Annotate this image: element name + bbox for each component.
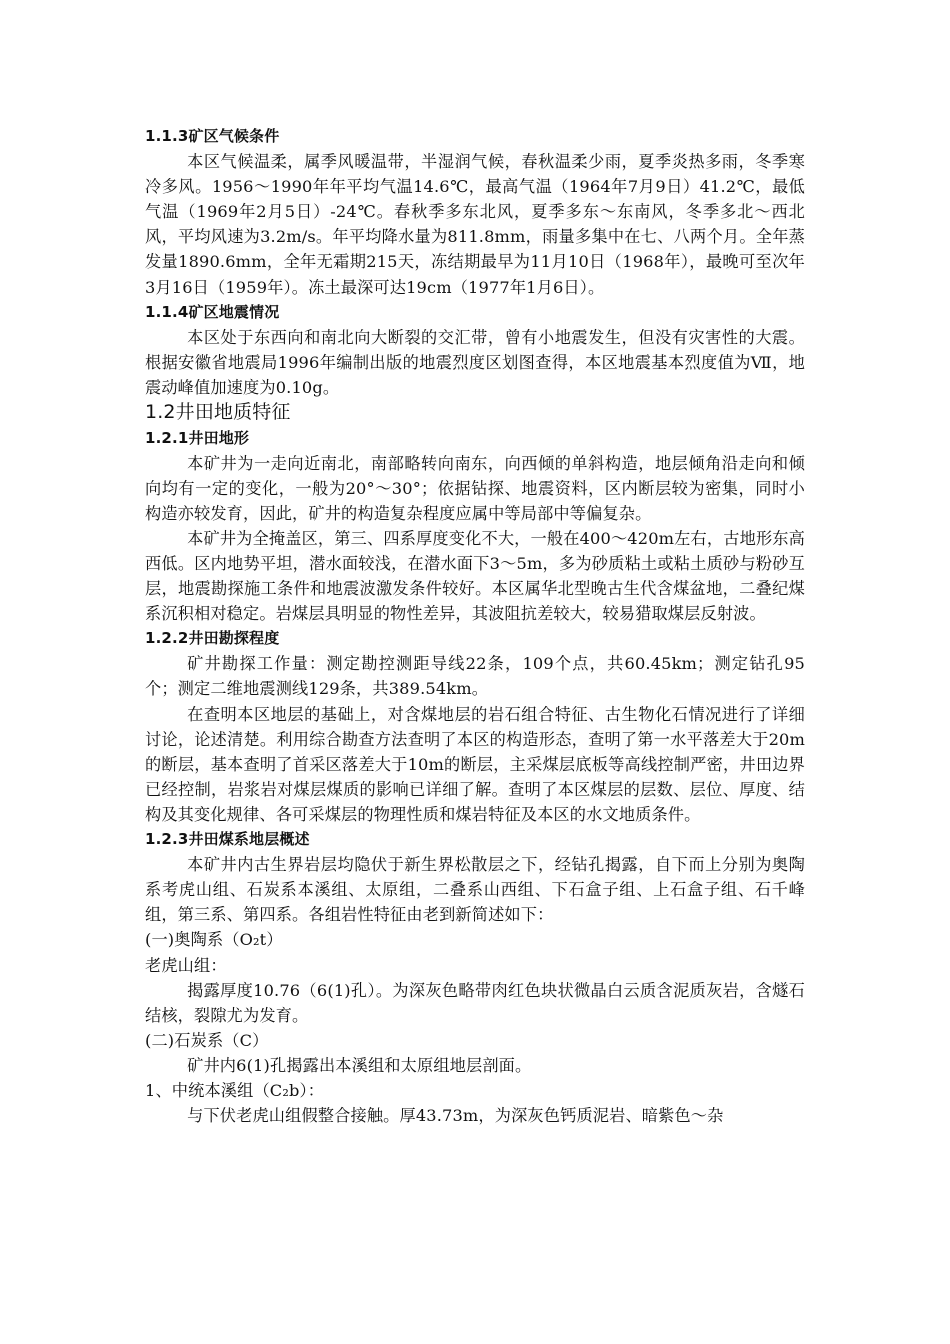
section-heading-1-2-1: 1.2.1井田地形: [145, 428, 250, 447]
paragraph-climate: 本区气候温柔，属季风暖温带，半湿润气候，春秋温柔少雨，夏季炎热多雨，冬季寒冷多风。1956～1990年年平均气温14.6℃，最高气温（1964年7月9日）41.2℃，最低气温（1969年2月5日）-24℃。春秋季多东北风，夏季多东～东南风，冬季多北～西北风，平均风速为3.2m/s。年平均降水量为811.8mm，雨量多集中在七、八两个月。全年蒸发量1890.6mm，全年无霜期215天，冻结期最早为11月10日（1968年），最晚可至次年3月16日（1959年）。冻土最深可达19cm（1977年1月6日）。: [145, 152, 805, 297]
paragraph-survey-results: 在查明本区地层的基础上，对含煤地层的岩石组合特征、古生物化石情况进行了详细讨论，论述清楚。利用综合勘查方法查明了本区的构造形态，查明了第一水平落差大于20m的断层，基本查明了首采区落差大于10m的断层，主采煤层底板等高线控制严密，井田边界已经控制，岩浆岩对煤层煤质的影响已详细了解。查明了本区煤层的层数、层位、厚度、结构及其变化规律、各可采煤层的物理性质和煤岩特征及本区的水文地质条件。: [145, 704, 805, 824]
paragraph-survey-workload: 矿井勘探工作量：测定勘控测距导线22条，109个点，共60.45km；测定钻孔95个；测定二维地震测线129条，共389.54km。: [145, 654, 805, 699]
subheading-laohushan: 老虎山组：: [145, 955, 227, 975]
subheading-benxi: 1、中统本溪组（C₂b）：: [145, 1080, 325, 1100]
paragraph-terrain: 本矿井为全掩盖区，第三、四系厚度变化不大，一般在400～420m左右，古地形东高西低。区内地势平坦，潜水面较浅，在潜水面下3～5m，多为砂质粘土或粘土质砂与粉砂互层，地震勘探施工条件和地震波激发条件较好。本区属华北型晚古生代含煤盆地，二叠纪煤系沉积相对稳定。岩煤层具明显的物性差异，其波阻抗差较大，较易猎取煤层反射波。: [145, 528, 805, 624]
paragraph-structure: 本矿井为一走向近南北，南部略转向南东，向西倾的单斜构造，地层倾角沿走向和倾向均有一定的变化，一般为20°～30°；依据钻探、地震资料，区内断层较为密集，同时小构造亦较发育，因此，矿井的构造复杂程度应属中等局部中等偏复杂。: [145, 453, 805, 523]
section-heading-1-1-3: 1.1.3矿区气候条件: [145, 127, 280, 145]
section-heading-1-2-3: 1.2.3井田煤系地层概述: [145, 830, 310, 849]
paragraph-strata-overview: 本矿井内古生界岩层均隐伏于新生界松散层之下，经钻孔揭露，自下而上分别为奥陶系考虎山组、石炭系本溪组、太原组，二叠系山西组、下石盒子组、上石盒子组、石千峰组，第三系、第四系。各组岩性特征由老到新简述如下：: [145, 855, 805, 925]
chapter-heading-1-2: 1.2井田地质特征: [145, 401, 291, 424]
paragraph-carboniferous: 矿井内6(1)孔揭露出本溪组和太原组地层剖面。: [187, 1055, 532, 1075]
document-body: [145, 124, 805, 1128]
section-heading-1-1-4: 1.1.4矿区地震情况: [145, 302, 280, 321]
paragraph-laohushan: 揭露厚度10.76（6(1)孔）。为深灰色略带肉红色块状微晶白云质含泥质灰岩，含燧石结核，裂隙尤为发育。: [145, 980, 805, 1025]
section-heading-1-2-2: 1.2.2井田勘探程度: [145, 629, 280, 648]
list-heading-carboniferous: (二)石炭系（C）: [145, 1030, 269, 1050]
paragraph-benxi: 与下伏老虎山组假整合接触。厚43.73m，为深灰色钙质泥岩、暗紫色～杂: [187, 1106, 724, 1126]
list-heading-ordovician: (一)奥陶系（O₂t）: [145, 930, 283, 950]
paragraph-earthquake: 本区处于东西向和南北向大断裂的交汇带，曾有小地震发生，但没有灾害性的大震。根据安徽省地震局1996年编制出版的地震烈度区划图查得，本区地震基本烈度值为Ⅶ，地震动峰值加速度为0.10g。: [145, 327, 805, 397]
